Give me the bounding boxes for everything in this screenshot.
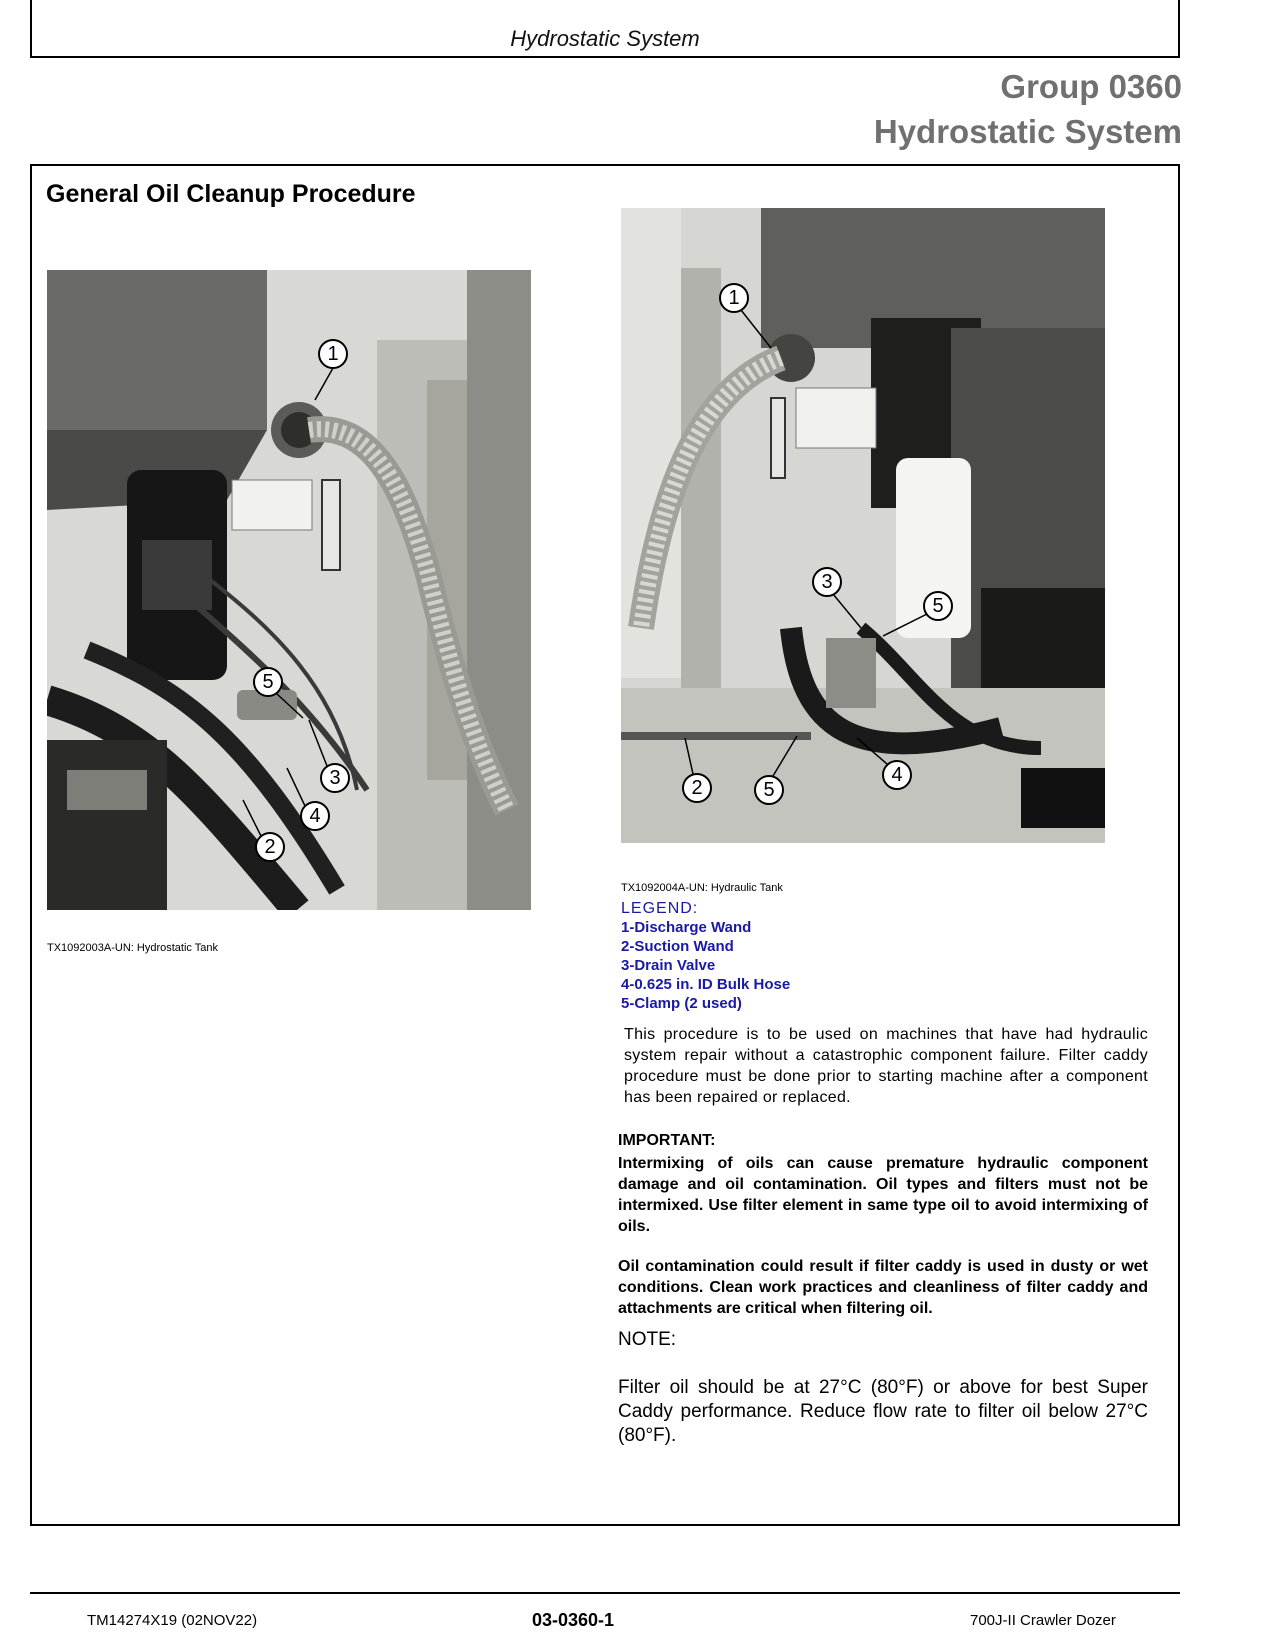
intro-paragraph: This procedure is to be used on machines that have had hydraulic system repair without a catastrophic component failure. Filter caddy procedure must be done prior to starting machine after a component has been repaired or replaced. (624, 1026, 1148, 1106)
callout-3 (813, 568, 841, 596)
important-label: IMPORTANT: (618, 1132, 716, 1149)
callout-4 (883, 761, 911, 789)
svg-text:3: 3 (821, 571, 833, 593)
running-header-title: Hydrostatic System (510, 26, 700, 51)
callout-2 (683, 774, 711, 802)
legend-item: 4-0.625 in. ID Bulk Hose (621, 976, 791, 993)
svg-text:5: 5 (262, 671, 274, 693)
legend (621, 900, 790, 1013)
legend-item: 1-Discharge Wand (621, 919, 752, 936)
svg-text:4: 4 (891, 764, 903, 786)
callout-5 (924, 592, 952, 620)
running-header (30, 0, 1180, 58)
svg-text:5: 5 (763, 779, 775, 801)
svg-text:5: 5 (932, 595, 944, 617)
svg-text:4: 4 (309, 805, 321, 827)
callout-2 (256, 833, 284, 861)
note-paragraph: Filter oil should be at 27°C (80°F) or above for best Super Caddy performance. Reduce flow rate to filter oil below 27°C (80°F). (618, 1377, 1148, 1446)
callout-1 (319, 340, 347, 368)
content-box (30, 164, 1180, 1526)
group-number: Group 0360 (1000, 68, 1182, 105)
left-figure-caption: TX1092003A-UN: Hydrostatic Tank (47, 942, 218, 954)
svg-text:3: 3 (329, 767, 341, 789)
svg-text:2: 2 (264, 836, 276, 858)
legend-item: 5-Clamp (2 used) (621, 995, 742, 1012)
hydraulic-tank-photo (621, 208, 1105, 843)
svg-text:1: 1 (327, 343, 339, 365)
right-figure-caption: TX1092004A-UN: Hydraulic Tank (621, 882, 783, 894)
callout-5 (254, 668, 282, 696)
legend-item: 2-Suction Wand (621, 938, 734, 955)
section-title: General Oil Cleanup Procedure (46, 180, 416, 208)
footer-page-number: 03-0360-1 (532, 1610, 615, 1630)
footer-manual-id: TM14274X19 (02NOV22) (87, 1612, 258, 1629)
footer-divider (30, 1592, 1180, 1594)
callout-3 (321, 764, 349, 792)
legend-item: 3-Drain Valve (621, 957, 716, 974)
legend-heading: LEGEND: (621, 900, 699, 917)
callout-5b (755, 776, 783, 804)
group-title: Hydrostatic System (873, 113, 1182, 150)
contamination-paragraph: Oil contamination could result if filter caddy is used in dusty or wet conditions. Clean work practices and cleanliness of filter caddy and attachments are critical when filtering oil. (618, 1258, 1148, 1317)
note-label: NOTE: (618, 1329, 677, 1350)
important-paragraph: Intermixing of oils can cause premature hydraulic component damage and oil contamination. Oil types and filters must not be intermixed. Use filter element in same type oil to avoid intermixing of oils. (618, 1155, 1148, 1235)
callout-4 (301, 802, 329, 830)
footer-machine-model: 700J-II Crawler Dozer (970, 1612, 1116, 1629)
hydrostatic-tank-photo (47, 270, 531, 910)
svg-text:1: 1 (728, 287, 740, 309)
svg-text:2: 2 (691, 777, 703, 799)
callout-1 (720, 284, 748, 312)
